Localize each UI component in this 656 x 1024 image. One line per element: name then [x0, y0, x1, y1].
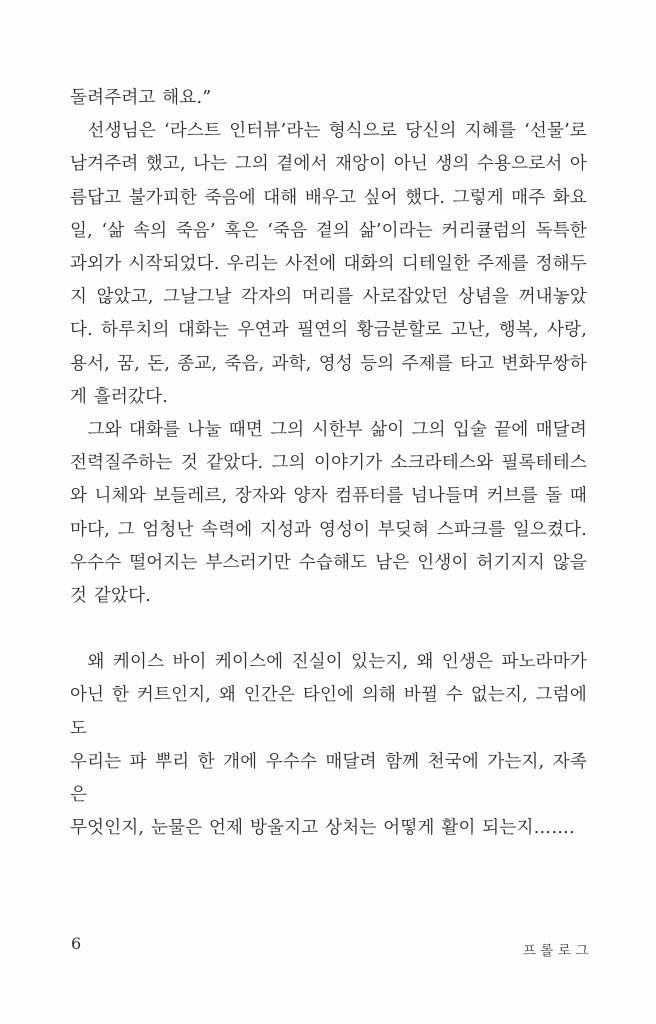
paragraph [70, 82, 587, 115]
text-line: 그와 대화를 나눌 때면 그의 시한부 삶이 그의 입술 끝에 매달려 [87, 420, 587, 441]
body-text [70, 82, 587, 845]
text-line: 름답고 불가피한 죽음에 대해 배우고 싶어 했다. 그렇게 매주 화요 [70, 187, 587, 208]
paragraph [70, 414, 587, 613]
text-line: 아닌 한 커트인지, 왜 인간은 타인에 의해 바뀔 수 없는지, 그럼에도 [70, 685, 587, 739]
text-line: 일, ‘삶 속의 죽음’ 혹은 ‘죽음 곁의 삶’이라는 커리큘럼의 독특한 [70, 220, 587, 241]
text-line: 전력질주하는 것 같았다. 그의 이야기가 소크라테스와 필록테테스 [70, 453, 587, 474]
text-line: 남겨주려 했고, 나는 그의 곁에서 재앙이 아닌 생의 수용으로서 아 [70, 154, 587, 175]
text-line: 과외가 시작되었다. 우리는 사전에 대화의 디테일한 주제를 정해두 [70, 254, 587, 275]
text-line: 우리는 파 뿌리 한 개에 우수수 매달려 함께 천국에 가는지, 자족은 [70, 751, 587, 806]
paragraph [70, 115, 587, 414]
text-line: 것 같았다. [70, 586, 151, 607]
text-line: 무엇인지, 눈물은 언제 방울지고 상처는 어떻게 활이 되는지……. [70, 818, 575, 839]
text-line: 와 니체와 보들레르, 장자와 양자 컴퓨터를 넘나들며 커브를 돌 때 [70, 486, 587, 507]
text-line: 돌려주려고 해요.” [70, 88, 212, 108]
paragraph [70, 646, 587, 845]
text-line: 게 흘러갔다. [70, 386, 169, 407]
footer-page-number: 6 [71, 934, 82, 953]
text-line: 왜 케이스 바이 케이스에 진실이 있는지, 왜 인생은 파노라마가 [87, 652, 587, 673]
text-line: 용서, 꿈, 돈, 종교, 죽음, 과학, 영성 등의 주제를 타고 변화무쌍하 [70, 353, 587, 374]
text-line: 우수수 떨어지는 부스러기만 수습해도 남은 인생이 허기지지 않을 [70, 552, 587, 573]
text-line: 다. 하루치의 대화는 우연과 필연의 황금분할로 고난, 행복, 사랑, [70, 320, 587, 341]
text-line: 지 않았고, 그날그날 각자의 머리를 사로잡았던 상념을 꺼내놓았 [70, 287, 587, 308]
footer-section-title: 프롤로그 [522, 943, 593, 959]
text-line: 선생님은 ‘라스트 인터뷰’라는 형식으로 당신의 지혜를 ‘선물’로 [87, 121, 587, 142]
text-line: 마다, 그 엄청난 속력에 지성과 영성이 부딪혀 스파크를 일으켰다. [70, 519, 587, 540]
